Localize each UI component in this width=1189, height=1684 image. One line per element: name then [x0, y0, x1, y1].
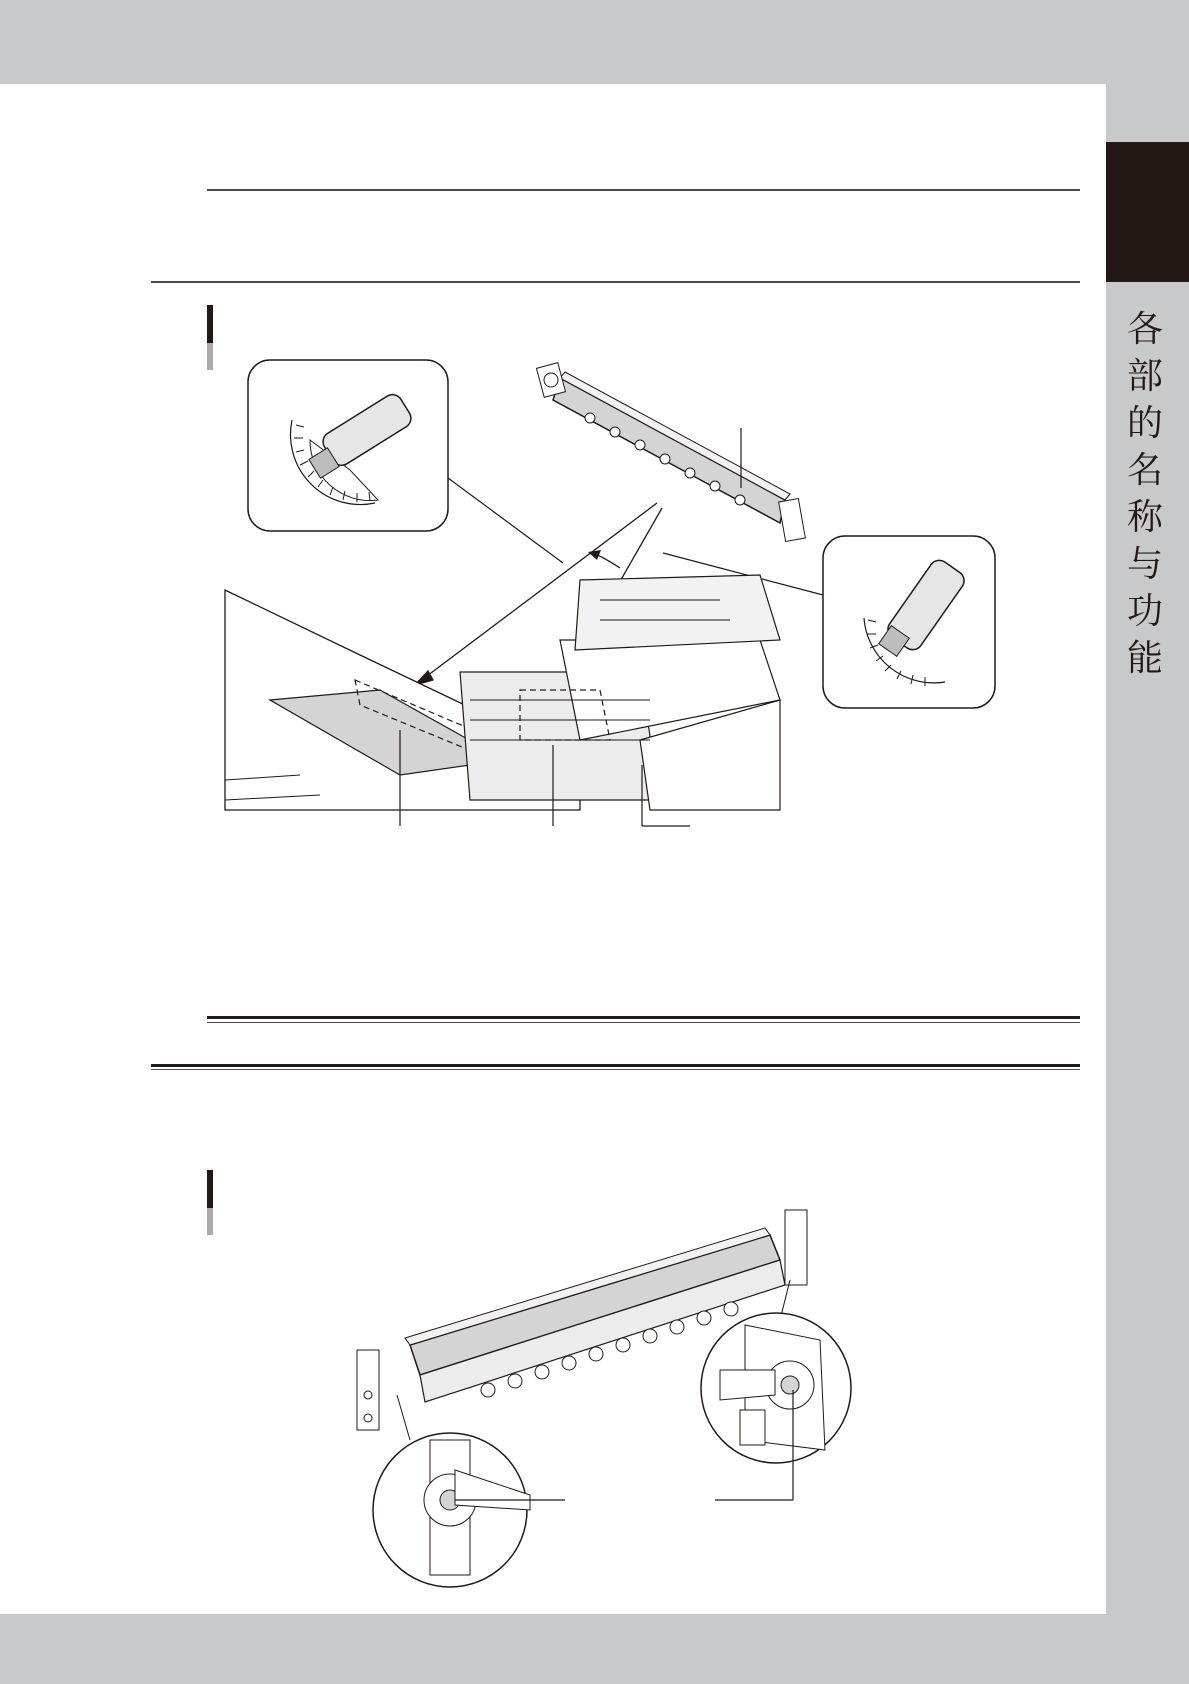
chapter-title-char: 功 [1126, 591, 1163, 632]
chapter-title-char: 能 [1126, 638, 1163, 679]
chapter-title-char: 各 [1126, 309, 1163, 350]
chapter-title-char: 名 [1126, 450, 1163, 491]
printer-machine-icon [225, 575, 780, 810]
dial-detail-icon [701, 1280, 851, 1463]
bar-assembly-icon [536, 363, 805, 542]
chapter-title-char: 与 [1126, 544, 1163, 585]
scale-dial-icon [248, 360, 448, 531]
rotate-arrow-icon [588, 550, 601, 560]
callout-leader [448, 478, 563, 563]
scale-dial-icon [823, 536, 995, 708]
chapter-title-char: 的 [1126, 403, 1163, 444]
chapter-title-char: 称 [1126, 497, 1163, 538]
dial-detail-icon [373, 1395, 530, 1587]
chapter-title-char: 部 [1126, 356, 1163, 397]
